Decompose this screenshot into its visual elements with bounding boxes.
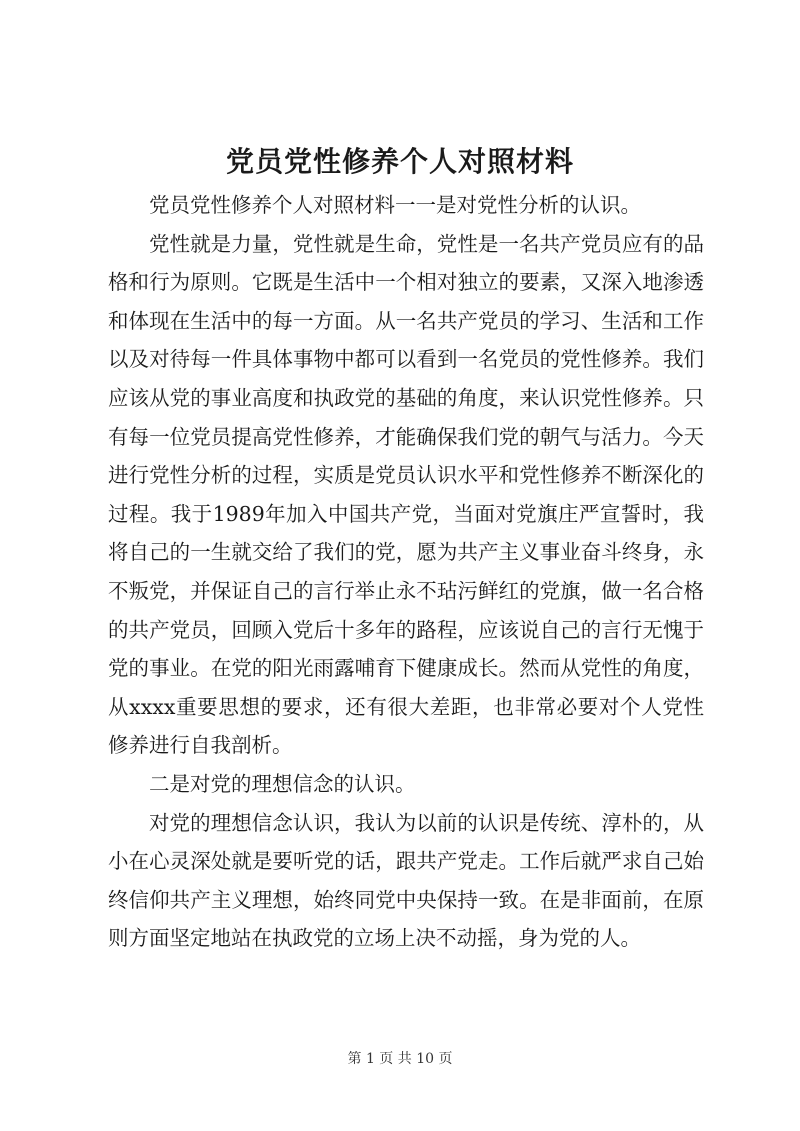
document-body: [108, 186, 704, 958]
paragraph-ideals-beliefs: 对党的理想信念认识，我认为以前的认识是传统、淳朴的，从小在心灵深处就是要听党的话，跟共产党走。工作后就严求自己始终信仰共产主义理想，始终同党中央保持一致。在是非面前，在原则方面坚定地站在执政党的立场上决不动摇，身为党的人。: [108, 810, 704, 951]
paragraph-intro: 党员党性修养个人对照材料一一是对党性分析的认识。: [149, 193, 641, 217]
page-footer: 第 1 页 共 10 页: [347, 1051, 453, 1067]
document-title: 党员党性修养个人对照材料: [225, 145, 574, 178]
paragraph-section-two-heading: 二是对党的理想信念的认识。: [149, 771, 416, 796]
paragraph-party-spirit: 党性就是力量，党性就是生命，党性是一名共产党员应有的品格和行为原则。它既是生活中一个相对独立的要素，又深入地渗透和体现在生活中的每一方面。从一名共产党员的学习、生活和工作以及对待每一件具体事物中都可以看到一名党员的党性修养。我们应该从党的事业高度和执政党的基础的角度，来认识党性修养。只有每一位党员提高党性修养，才能确保我们党的朝气与活力。今天进行党性分析的过程，实质是党员认识水平和党性修养不断深化的过程。我于1989年加入中国共产党，当面对党旗庄严宣誓时，我将自己的一生就交给了我们的党，愿为共产主义事业奋斗终身，永不叛党，并保证自己的言行举止永不玷污鲜红的党旗，做一名合格的共产党员，回顾入党后十多年的路程，应该说自己的言行无愧于党的事业。在党的阳光雨露哺育下健康成长。然而从党性的角度，从xxxx重要思想的要求，还有很大差距，也非常必要对个人党性修养进行自我剖析。: [108, 231, 704, 758]
